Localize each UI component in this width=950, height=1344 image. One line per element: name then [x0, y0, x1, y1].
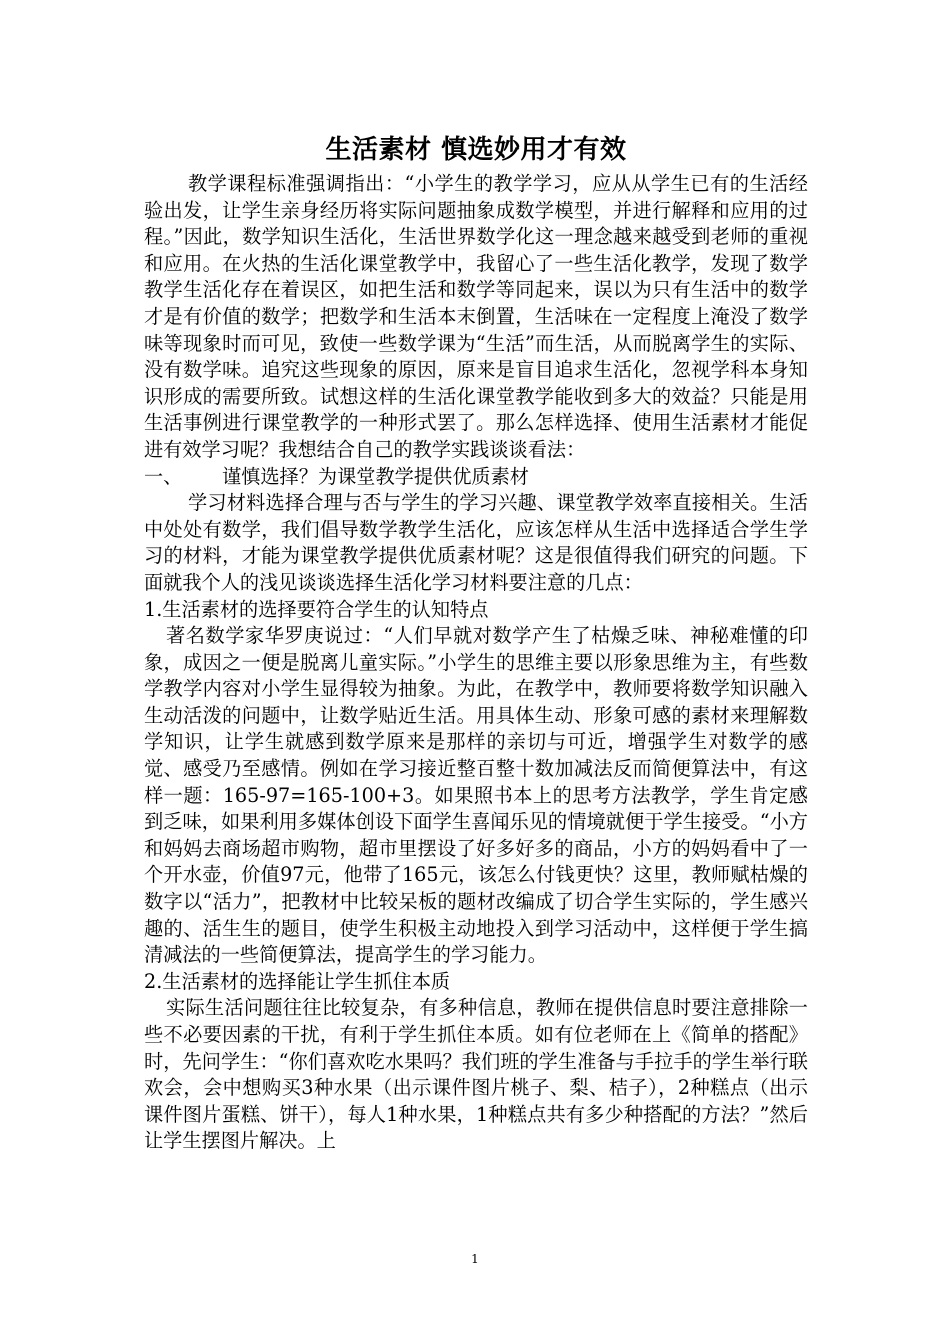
page-number: 1 — [471, 1252, 479, 1266]
point-2-paragraph: 实际生活问题往往比较复杂，有多种信息，教师在提供信息时要注意排除一些不必要因素的干扰，有利于学生抓住本质。如有位老师在上《简单的搭配》时，先问学生：“你们喜欢吃水果吗？我们班的学生准备与手拉手的学生举行联欢会，会中想购买3种水果（出示课件图片桃子、梨、桔子），2种糕点（出示课件图片蛋糕、饼干），每人1种水果，1种糕点共有多少种搭配的方法？”然后让学生摆图片解决。上 — [144, 996, 808, 1153]
section-1-paragraph: 学习材料选择合理与否与学生的学习兴趣、课堂教学效率直接相关。生活中处处有数学，我们倡导数学教学生活化，应该怎样从生活中选择适合学生学习的材料，才能为课堂教学提供优质素材呢？这是很值得我们研究的问题。下面就我个人的浅见谈谈选择生活化学习材料要注意的几点： — [144, 491, 808, 594]
intro-paragraph: 教学课程标准强调指出：“小学生的教学学习，应从从学生已有的生活经验出发，让学生亲身经历将实际问题抽象成数学模型，并进行解释和应用的过程。”因此，数学知识生活化，生活世界数学化这一理念越来越受到老师的重视和应用。在火热的生活化课堂教学中，我留心了一些生活化教学，发现了数学教学生活化存在着误区，如把生活和数学等同起来，误以为只有生活中的数学才是有价值的数学；把数学和生活本末倒置，生活味在一定程度上淹没了数学味等现象时而可见，致使一些数学课为“生活”而生活，从而脱离学生的实际、没有数学味。追究这些现象的原因，原来是盲目追求生活化，忽视学科本身知识形成的需要所致。试想这样的生活化课堂教学能收到多大的效益？只能是用生活事例进行课堂教学的一种形式罢了。那么怎样选择、使用生活素材才能促进有效学习呢？我想结合自己的教学实践谈谈看法： — [144, 172, 808, 461]
document-body — [144, 131, 808, 1155]
document-title: 生活素材 慎选妙用才有效 — [325, 135, 627, 165]
point-2-heading: 2.生活素材的选择能让学生抓住本质 — [144, 969, 451, 993]
point-1-paragraph: 著名数学家华罗庚说过：“人们早就对数学产生了枯燥乏味、神秘难懂的印象，成因之一便是脱离儿童实际。”小学生的思维主要以形象思维为主，有些数学教学内容对小学生显得较为抽象。为此，在教学中，教师要将数学知识融入生动活泼的问题中，让数学贴近生活。用具体生动、形象可感的素材来理解数学知识，让学生就感到数学原来是那样的亲切与可近，增强学生对数学的感觉、感受乃至感情。例如在学习接近整百整十数加减法反而简便算法中，有这样一题：165-97=165-100+3。如果照书本上的思考方法教学，学生肯定感到乏味，如果利用多媒体创设下面学生喜闻乐见的情境就便于学生接受。“小方和妈妈去商场超市购物，超市里摆设了好多好多的商品，小方的妈妈看中了一个开水壶，价值97元，他带了165元，该怎么付钱更快？这里，教师赋枯燥的数字以“活力”，把教材中比较呆板的题材改编成了切合学生实际的，学生感兴趣的、活生生的题目，使学生积极主动地投入到学习活动中，这样便于学生搞清减法的一些简便算法，提高学生的学习能力。 — [144, 624, 808, 967]
section-1-heading — [144, 464, 808, 491]
section-1-title: 谨慎选择？为课堂教学提供优质素材 — [222, 464, 529, 488]
point-1-heading: 1.生活素材的选择要符合学生的认知特点 — [144, 597, 489, 621]
section-1-number: 一、 — [144, 464, 183, 488]
